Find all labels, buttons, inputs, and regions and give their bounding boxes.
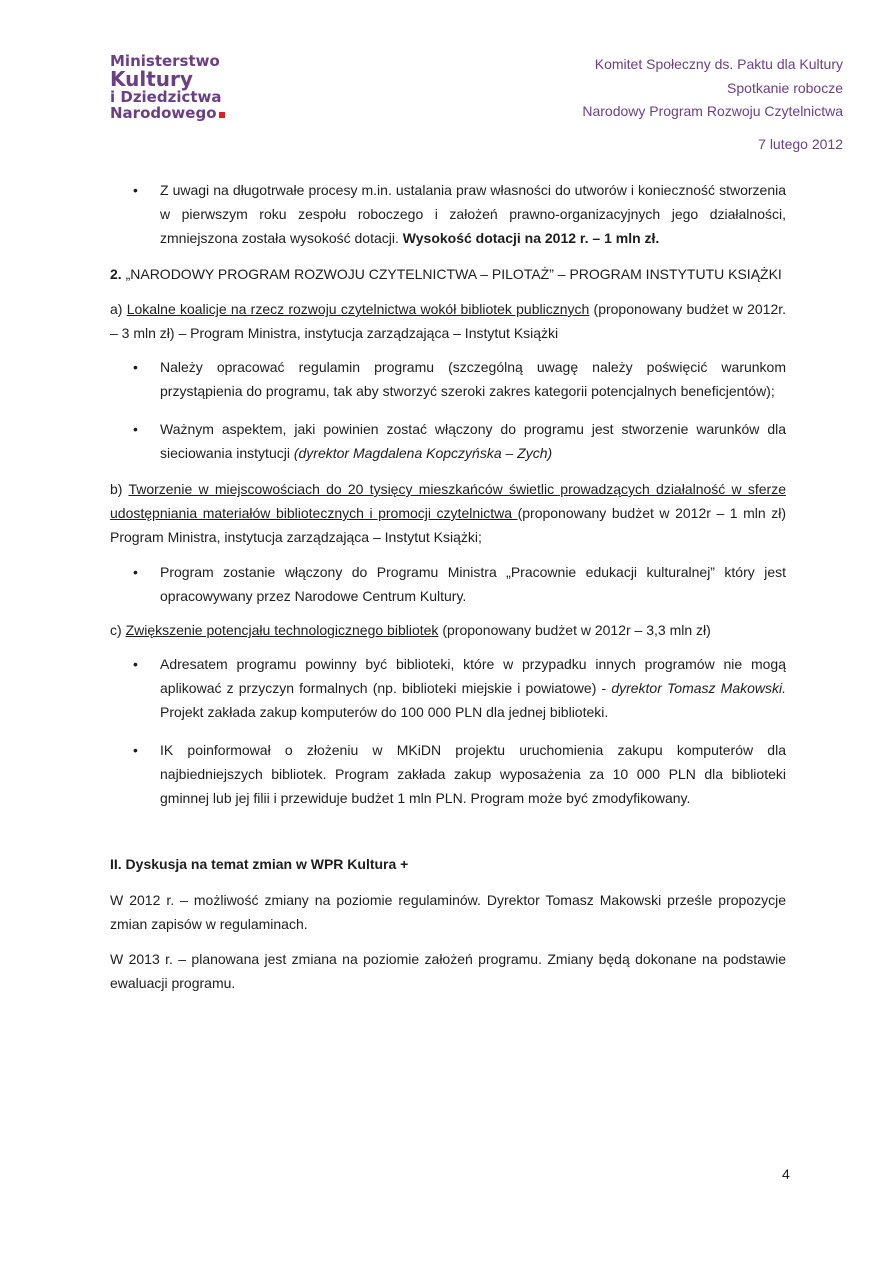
page-number: 4 [782,1166,790,1182]
bullet-text-2: Projekt zakłada zakup komputerów do 100 000 PLN dla jednej biblioteki. [160,704,609,720]
underlined-heading: Tworzenie w miejscowościach do 20 tysięcy mieszkańców świetlic prowadzących działalność w sferze udostępniania materiałów bibliotecznych i promocji czytelnictwa [110,481,786,521]
paragraph-2013: W 2013 r. – planowana jest zmiana na poziomie założeń programu. Zmiany będą dokonane na podstawie ewaluacji programu. [110,951,786,991]
document-date: 7 lutego 2012 [758,136,843,152]
header-meeting: Spotkanie robocze [727,79,843,96]
item-prefix: a) [110,301,127,317]
list-item [110,652,786,724]
header-committee: Komitet Społeczny ds. Paktu dla Kultury [594,56,843,72]
section-II-heading: II. Dyskusja na temat zmian w WPR Kultura + [110,856,409,872]
logo-line-1: Ministerstwo [110,52,220,70]
bullet-text: Ważnym aspektem, jaki powinien zostać włączony do programu jest stworzenie warunków dla sieciowania instytucji [160,421,786,461]
bullet-list-b [110,560,786,608]
bullet-list-a [110,355,786,465]
bullet-list-c [110,652,786,810]
list-item [110,417,786,465]
logo-line-2: Kultury [110,67,193,91]
list-item: • IK poinformował o złożeniu w MKiDN projektu uruchomienia zakupu komputerów dla najbiedniejszych bibliotek. Program zakłada zakup wyposażenia za 10 000 PLN dla biblioteki gminnej lub jej filii i przewiduje budżet 1 mln PLN. Program może być zmodyfikowany. [110,738,786,810]
logo-line-4-text: Narodowego [110,104,217,122]
document-header [582,53,843,124]
item-prefix: b) [110,481,129,497]
bullet-text: Adresatem programu powinny być biblioteki, które w przypadku innych programów nie mogą aplikować z przyczyn formalnych (np. biblioteki miejskie i powiatowe) - [160,656,786,696]
list-item: • Należy opracować regulamin programu (szczególną uwagę należy poświęcić warunkom przystąpienia do programu, tak aby stworzyć szeroki zakres kategorii potencjalnych beneficjentów); [110,355,786,403]
logo-red-square-icon [219,112,225,118]
header-program: Narodowy Program Rozwoju Czytelnictwa [582,103,843,119]
item-rest: (proponowany budżet w 2012r. – 3 mln zł) – Program Ministra, instytucja zarządzająca – Instytut Książki [110,301,787,341]
document-body [110,178,786,995]
list-item [110,178,786,250]
item-rest: (proponowany budżet w 2012r – 1 mln zł) Program Ministra, instytucja zarządzająca – Instytut Książki; [110,505,786,545]
item-rest: (proponowany budżet w 2012r – 3,3 mln zł) [438,622,711,638]
bullet-bold-text: Wysokość dotacji na 2012 r. – 1 mln zł. [402,230,660,246]
logo-line-4 [110,105,225,121]
paragraph-c [110,618,786,642]
logo-line-3: i Dziedzictwa [110,88,222,106]
list-item: • Program zostanie włączony do Programu Ministra „Pracownie edukacji kulturalnej” który jest opracowywany przez Narodowe Centrum Kultury. [110,560,786,608]
ministry-logo [110,53,225,121]
underlined-heading: Zwiększenie potencjału technologicznego bibliotek [125,622,439,638]
paragraph-b [110,477,786,549]
bullet-text: Z uwagi na długotrwałe procesy m.in. ustalania praw własności do utworów i konieczność stworzenia w pierwszym roku zespołu roboczego i założeń prawno-organizacyjnych jego działalności, zmniejszona została wysokość dotacji. [160,182,786,246]
item-prefix: c) [110,622,126,638]
underlined-heading: Lokalne koalicje na rzecz rozwoju czytelnictwa wokół bibliotek publicznych [126,301,590,317]
bullet-italic-text: (dyrektor Magdalena Kopczyńska – Zych) [293,445,553,461]
section-title: „NARODOWY PROGRAM ROZWOJU CZYTELNICTWA – PILOTAŻ” – PROGRAM INSTYTUTU KSIĄŻKI [125,266,782,282]
paragraph-2012: W 2012 r. – możliwość zmiany na poziomie regulaminów. Dyrektor Tomasz Makowski prześle propozycje zmian zapisów w regulaminach. [110,892,786,932]
section-2-heading [110,262,786,286]
bullet-italic-text: dyrektor Tomasz Makowski. [611,680,787,696]
bullet-list-1 [110,178,786,250]
paragraph-a [110,297,786,345]
section-number: 2. [110,266,122,282]
